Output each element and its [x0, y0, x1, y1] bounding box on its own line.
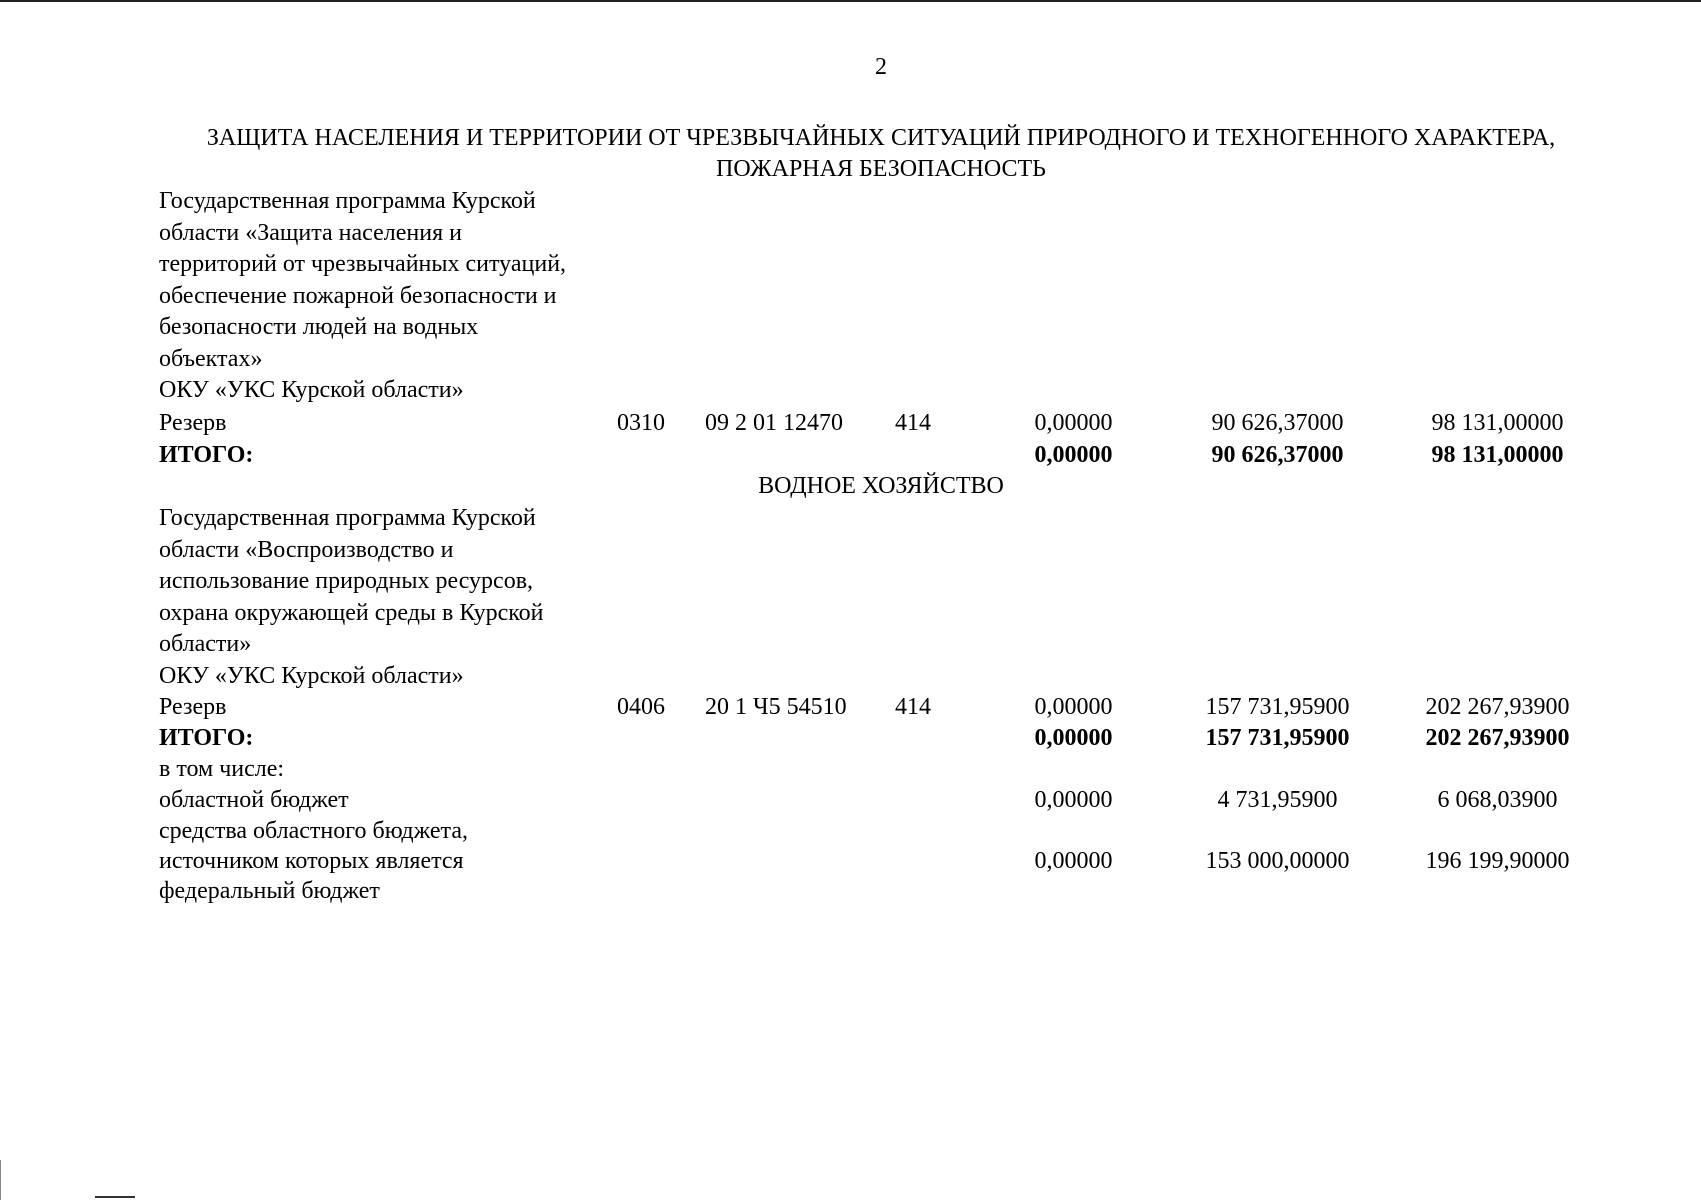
- program-line: области»: [159, 631, 252, 657]
- cell-value-3: 98 131,00000: [1431, 410, 1564, 436]
- total-value-2: 90 626,37000: [1211, 442, 1344, 468]
- cell-value-2: 90 626,37000: [1211, 410, 1344, 436]
- row-label-reserve: Резерв: [159, 694, 227, 720]
- total-label: ИТОГО:: [159, 442, 254, 468]
- program-line: объектах»: [159, 345, 263, 372]
- section-title-emergency: [0, 123, 1701, 185]
- section-title-line-2: ПОЖАРНАЯ БЕЗОПАСНОСТЬ: [716, 156, 1046, 182]
- program-line: Государственная программа Курской: [159, 505, 536, 531]
- program-line: безопасности людей на водных: [159, 314, 479, 340]
- total-value-3: 202 267,93900: [1425, 725, 1570, 751]
- total-value-1: 0,00000: [1034, 442, 1113, 468]
- section-title-line-1: ЗАЩИТА НАСЕЛЕНИЯ И ТЕРРИТОРИИ ОТ ЧРЕЗВЫЧАЙНЫХ СИТУАЦИЙ ПРИРОДНОГО И ТЕХНОГЕННОГО ХАРАКТЕРА,: [206, 125, 1556, 151]
- program-description-water: [159, 503, 599, 692]
- federal-label-line: источником которых является: [159, 848, 464, 874]
- cell-value-3: 202 267,93900: [1425, 694, 1570, 720]
- total-value-3: 98 131,00000: [1431, 442, 1564, 468]
- federal-label-line: средства областного бюджета,: [159, 818, 468, 844]
- section-title-water: ВОДНОЕ ХОЗЯЙСТВО: [758, 473, 1004, 499]
- program-line: ОКУ «УКС Курской области»: [159, 662, 464, 689]
- total-value-2: 157 731,95900: [1205, 725, 1350, 751]
- regional-value-1: 0,00000: [1034, 787, 1113, 813]
- regional-value-2: 4 731,95900: [1217, 787, 1338, 813]
- program-line: области «Защита населения и: [159, 219, 462, 246]
- scan-artifact-line: [95, 1196, 135, 1198]
- total-value-1: 0,00000: [1034, 725, 1113, 751]
- program-line: Государственная программа Курской: [159, 188, 536, 214]
- scan-artifact-edge: [0, 1160, 1, 1200]
- program-line: охрана окружающей среды в Курской: [159, 599, 544, 626]
- cell-value-1: 0,00000: [1034, 410, 1113, 436]
- regional-value-3: 6 068,03900: [1437, 787, 1558, 813]
- federal-value-3: 196 199,90000: [1425, 848, 1570, 874]
- cell-vr: 414: [895, 694, 931, 720]
- program-line: ОКУ «УКС Курской области»: [159, 377, 464, 403]
- cell-csr: 20 1 Ч5 54510: [705, 694, 847, 720]
- total-label: ИТОГО:: [159, 725, 254, 751]
- cell-vr: 414: [895, 410, 931, 436]
- cell-value-1: 0,00000: [1034, 694, 1113, 720]
- program-line: использование природных ресурсов,: [159, 568, 534, 594]
- program-line: области «Воспроизводство и: [159, 536, 454, 563]
- cell-rz: 0310: [617, 410, 665, 436]
- program-line: обеспечение пожарной безопасности и: [159, 282, 557, 309]
- scan-top-edge: [0, 0, 1701, 2]
- cell-value-2: 157 731,95900: [1205, 694, 1350, 720]
- page-number: 2: [875, 54, 887, 80]
- row-label-reserve: Резерв: [159, 410, 227, 436]
- program-line: территорий от чрезвычайных ситуаций,: [159, 251, 567, 277]
- federal-label-line: федеральный бюджет: [159, 878, 380, 904]
- federal-value-2: 153 000,00000: [1205, 848, 1350, 874]
- cell-rz: 0406: [617, 694, 665, 720]
- including-label: в том числе:: [159, 756, 285, 782]
- cell-csr: 09 2 01 12470: [705, 410, 843, 436]
- federal-value-1: 0,00000: [1034, 848, 1113, 874]
- regional-budget-label: областной бюджет: [159, 787, 349, 813]
- program-description-emergency: [159, 186, 599, 407]
